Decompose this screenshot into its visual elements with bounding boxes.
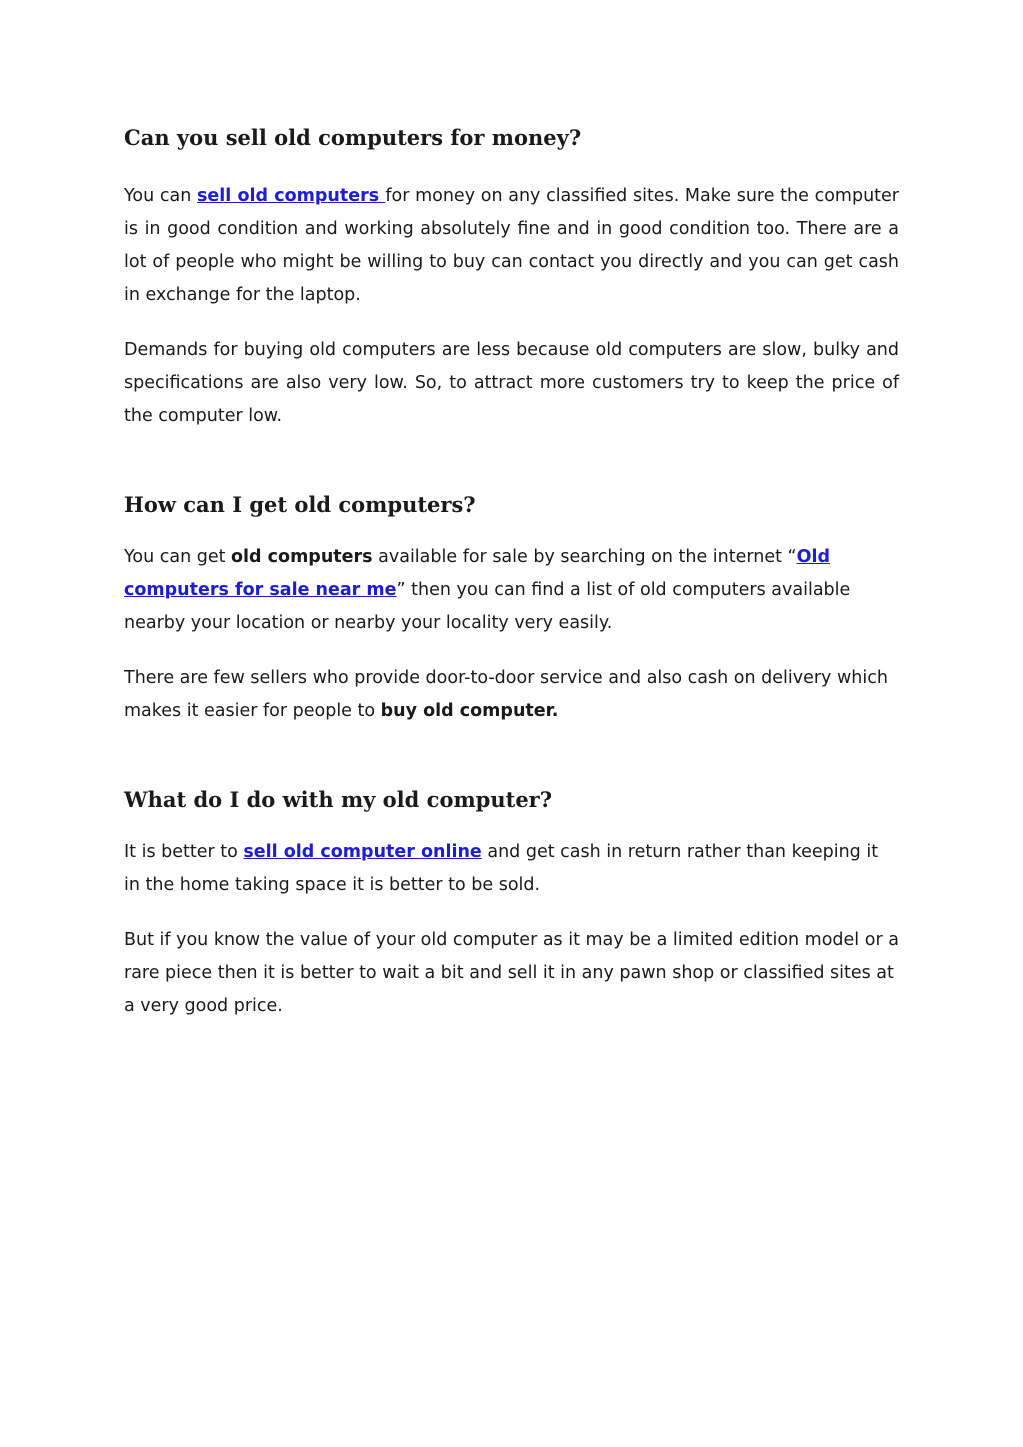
text-run: ” then you can find a list of old computers available nearby your location or nearby your locality very easily. xyxy=(124,580,851,633)
paragraph-sell-online xyxy=(124,836,899,902)
paragraph-door-to-door xyxy=(124,662,899,728)
text-run: and get cash in return rather than keeping it in the home taking space it is better to be sold. xyxy=(124,842,879,895)
section-heading-get-old-computers: How can I get old computers? xyxy=(124,492,476,517)
bold-buy-old-computer: buy old computer. xyxy=(380,701,559,721)
text-run: You can get xyxy=(124,547,232,567)
link-sell-old-computers[interactable]: sell old computers xyxy=(196,186,386,206)
link-sell-old-computer-online[interactable]: sell old computer online xyxy=(243,842,482,862)
text-run: available for sale by searching on the internet “ xyxy=(372,547,797,567)
bold-old-computers: old computers xyxy=(231,547,373,567)
text-run: It is better to xyxy=(124,842,244,862)
paragraph-limited-edition: But if you know the value of your old computer as it may be a limited edition model or a rare piece then it is better to wait a bit and sell it in any pawn shop or classified sites at a very good price. xyxy=(124,930,899,1016)
section-heading-what-to-do: What do I do with my old computer? xyxy=(124,787,553,812)
link-old-computers-for-sale-near-me[interactable]: Old computers for sale near me xyxy=(124,547,831,600)
text-run: for money on any classified sites. Make sure the computer is in good condition and working absolutely fine and in good condition too. There are a lot of people who might be willing to buy can contact you directly and you can get cash in exchange for the laptop. xyxy=(124,186,899,305)
document-body xyxy=(124,118,899,1023)
text-run: You can xyxy=(124,186,197,206)
section-heading-sell-for-money: Can you sell old computers for money? xyxy=(124,125,582,150)
text-run: There are few sellers who provide door-to-door service and also cash on delivery which makes it easier for people to xyxy=(124,668,888,721)
paragraph-sell-for-money xyxy=(124,180,899,312)
paragraph-demand: Demands for buying old computers are less because old computers are slow, bulky and specifications are also very low. So, to attract more customers try to keep the price of the computer low. xyxy=(124,340,899,426)
paragraph-search-internet xyxy=(124,541,899,640)
